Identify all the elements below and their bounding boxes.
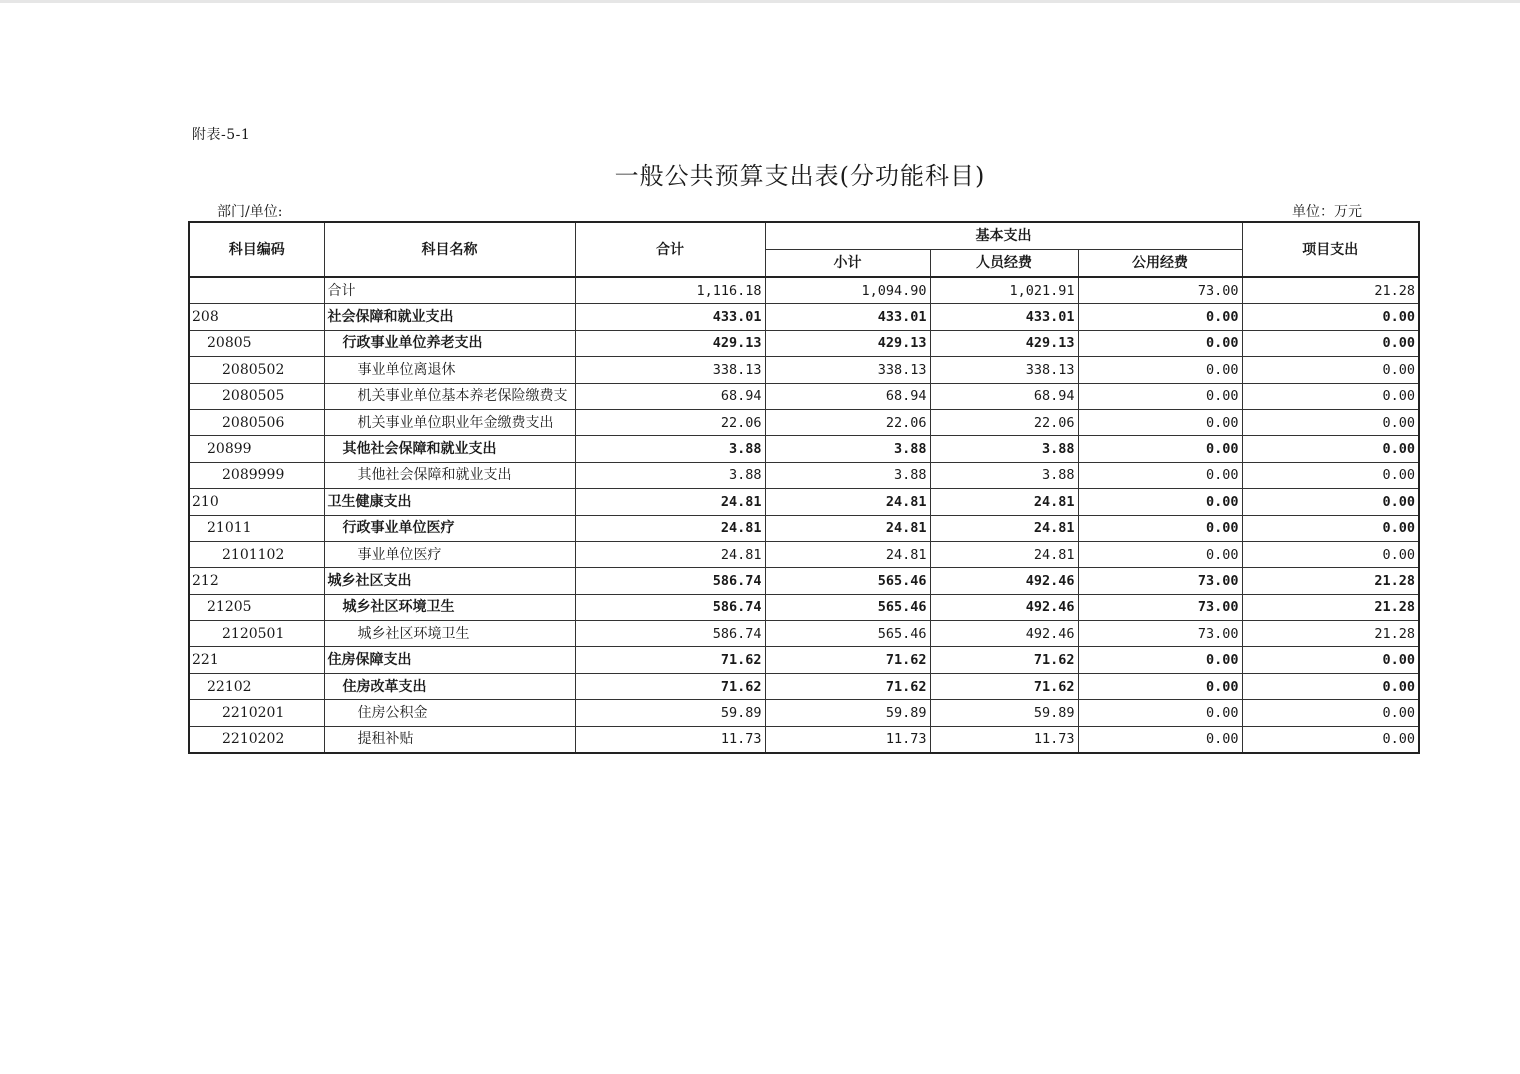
cell-personnel: 433.01 <box>930 304 1078 330</box>
cell-public: 73.00 <box>1078 568 1242 594</box>
table-row <box>189 277 1419 304</box>
cell-personnel: 3.88 <box>930 462 1078 488</box>
cell-subtotal: 3.88 <box>765 436 930 462</box>
cell-code: 208 <box>189 304 324 330</box>
cell-total: 338.13 <box>575 357 765 383</box>
cell-name: 城乡社区环境卫生 <box>324 594 575 620</box>
cell-name: 机关事业单位基本养老保险缴费支 <box>324 383 575 409</box>
header-name: 科目名称 <box>324 222 575 277</box>
cell-project: 0.00 <box>1242 409 1419 435</box>
cell-public: 0.00 <box>1078 330 1242 356</box>
table-row <box>189 621 1419 647</box>
cell-public: 73.00 <box>1078 594 1242 620</box>
cell-project: 0.00 <box>1242 673 1419 699</box>
cell-personnel: 68.94 <box>930 383 1078 409</box>
cell-subtotal: 3.88 <box>765 462 930 488</box>
cell-public: 0.00 <box>1078 541 1242 567</box>
cell-total: 3.88 <box>575 462 765 488</box>
table-row <box>189 594 1419 620</box>
cell-project: 0.00 <box>1242 700 1419 726</box>
cell-code: 2210201 <box>189 700 324 726</box>
cell-code: 2080506 <box>189 409 324 435</box>
cell-personnel: 24.81 <box>930 515 1078 541</box>
page-top-edge <box>0 0 1520 3</box>
cell-total: 586.74 <box>575 594 765 620</box>
cell-total: 1,116.18 <box>575 277 765 304</box>
cell-public: 0.00 <box>1078 462 1242 488</box>
cell-personnel: 71.62 <box>930 647 1078 673</box>
cell-public: 0.00 <box>1078 409 1242 435</box>
cell-project: 0.00 <box>1242 383 1419 409</box>
cell-name: 事业单位离退休 <box>324 357 575 383</box>
cell-public: 73.00 <box>1078 621 1242 647</box>
cell-personnel: 71.62 <box>930 673 1078 699</box>
cell-personnel: 429.13 <box>930 330 1078 356</box>
cell-project: 0.00 <box>1242 436 1419 462</box>
header-basic: 基本支出 <box>765 222 1242 250</box>
cell-name: 提租补贴 <box>324 726 575 753</box>
cell-name: 卫生健康支出 <box>324 489 575 515</box>
cell-code: 21205 <box>189 594 324 620</box>
cell-public: 0.00 <box>1078 673 1242 699</box>
cell-project: 21.28 <box>1242 568 1419 594</box>
cell-total: 433.01 <box>575 304 765 330</box>
cell-project: 0.00 <box>1242 304 1419 330</box>
cell-project: 21.28 <box>1242 277 1419 304</box>
table-row <box>189 304 1419 330</box>
cell-public: 0.00 <box>1078 647 1242 673</box>
cell-name: 住房公积金 <box>324 700 575 726</box>
cell-total: 24.81 <box>575 489 765 515</box>
cell-personnel: 3.88 <box>930 436 1078 462</box>
cell-total: 24.81 <box>575 515 765 541</box>
cell-personnel: 492.46 <box>930 594 1078 620</box>
cell-code: 2101102 <box>189 541 324 567</box>
cell-subtotal: 565.46 <box>765 621 930 647</box>
table-row <box>189 409 1419 435</box>
annex-label: 附表-5-1 <box>192 127 251 143</box>
cell-subtotal: 565.46 <box>765 568 930 594</box>
cell-public: 0.00 <box>1078 726 1242 753</box>
cell-name: 住房保障支出 <box>324 647 575 673</box>
cell-code: 2080505 <box>189 383 324 409</box>
table-row <box>189 383 1419 409</box>
cell-code <box>189 277 324 304</box>
cell-total: 71.62 <box>575 647 765 673</box>
cell-public: 0.00 <box>1078 489 1242 515</box>
page-title: 一般公共预算支出表(分功能科目) <box>614 162 986 190</box>
cell-personnel: 338.13 <box>930 357 1078 383</box>
cell-subtotal: 22.06 <box>765 409 930 435</box>
cell-project: 0.00 <box>1242 515 1419 541</box>
table-row <box>189 568 1419 594</box>
cell-subtotal: 338.13 <box>765 357 930 383</box>
cell-personnel: 1,021.91 <box>930 277 1078 304</box>
cell-project: 0.00 <box>1242 726 1419 753</box>
cell-name: 行政事业单位养老支出 <box>324 330 575 356</box>
cell-total: 11.73 <box>575 726 765 753</box>
cell-code: 20805 <box>189 330 324 356</box>
cell-subtotal: 11.73 <box>765 726 930 753</box>
cell-total: 586.74 <box>575 621 765 647</box>
cell-subtotal: 1,094.90 <box>765 277 930 304</box>
cell-code: 2210202 <box>189 726 324 753</box>
cell-personnel: 492.46 <box>930 621 1078 647</box>
table-row <box>189 726 1419 753</box>
table-row <box>189 436 1419 462</box>
cell-name: 城乡社区支出 <box>324 568 575 594</box>
cell-total: 59.89 <box>575 700 765 726</box>
header-personnel: 人员经费 <box>930 250 1078 278</box>
cell-project: 21.28 <box>1242 594 1419 620</box>
cell-public: 0.00 <box>1078 357 1242 383</box>
cell-code: 212 <box>189 568 324 594</box>
cell-personnel: 24.81 <box>930 541 1078 567</box>
cell-total: 71.62 <box>575 673 765 699</box>
cell-project: 0.00 <box>1242 647 1419 673</box>
cell-total: 68.94 <box>575 383 765 409</box>
cell-code: 2089999 <box>189 462 324 488</box>
cell-subtotal: 24.81 <box>765 489 930 515</box>
cell-subtotal: 565.46 <box>765 594 930 620</box>
cell-name: 事业单位医疗 <box>324 541 575 567</box>
cell-public: 0.00 <box>1078 304 1242 330</box>
cell-name: 其他社会保障和就业支出 <box>324 462 575 488</box>
cell-name: 社会保障和就业支出 <box>324 304 575 330</box>
cell-personnel: 11.73 <box>930 726 1078 753</box>
cell-personnel: 24.81 <box>930 489 1078 515</box>
cell-public: 0.00 <box>1078 700 1242 726</box>
cell-project: 21.28 <box>1242 621 1419 647</box>
cell-name: 其他社会保障和就业支出 <box>324 436 575 462</box>
cell-code: 2080502 <box>189 357 324 383</box>
table-row <box>189 647 1419 673</box>
cell-subtotal: 71.62 <box>765 647 930 673</box>
cell-public: 0.00 <box>1078 515 1242 541</box>
table-row <box>189 700 1419 726</box>
cell-code: 21011 <box>189 515 324 541</box>
cell-code: 2120501 <box>189 621 324 647</box>
cell-subtotal: 433.01 <box>765 304 930 330</box>
header-code: 科目编码 <box>189 222 324 277</box>
table-row <box>189 489 1419 515</box>
table-row <box>189 673 1419 699</box>
header-project: 项目支出 <box>1242 222 1419 277</box>
unit-label: 单位：万元 <box>1292 204 1362 220</box>
cell-code: 20899 <box>189 436 324 462</box>
cell-project: 0.00 <box>1242 357 1419 383</box>
cell-project: 0.00 <box>1242 330 1419 356</box>
cell-project: 0.00 <box>1242 541 1419 567</box>
cell-code: 210 <box>189 489 324 515</box>
cell-name: 机关事业单位职业年金缴费支出 <box>324 409 575 435</box>
budget-table <box>188 221 1420 754</box>
header-public: 公用经费 <box>1078 250 1242 278</box>
cell-personnel: 59.89 <box>930 700 1078 726</box>
cell-project: 0.00 <box>1242 462 1419 488</box>
cell-total: 3.88 <box>575 436 765 462</box>
table-row <box>189 515 1419 541</box>
cell-public: 73.00 <box>1078 277 1242 304</box>
cell-total: 586.74 <box>575 568 765 594</box>
cell-total: 24.81 <box>575 541 765 567</box>
cell-subtotal: 59.89 <box>765 700 930 726</box>
department-label: 部门/单位: <box>217 204 283 220</box>
cell-subtotal: 24.81 <box>765 541 930 567</box>
cell-personnel: 492.46 <box>930 568 1078 594</box>
cell-total: 22.06 <box>575 409 765 435</box>
cell-subtotal: 24.81 <box>765 515 930 541</box>
table-row <box>189 462 1419 488</box>
cell-subtotal: 429.13 <box>765 330 930 356</box>
cell-project: 0.00 <box>1242 489 1419 515</box>
header-subtotal: 小计 <box>765 250 930 278</box>
cell-name: 行政事业单位医疗 <box>324 515 575 541</box>
cell-code: 22102 <box>189 673 324 699</box>
table-row <box>189 357 1419 383</box>
table-row <box>189 330 1419 356</box>
cell-subtotal: 71.62 <box>765 673 930 699</box>
header-total: 合计 <box>575 222 765 277</box>
cell-public: 0.00 <box>1078 436 1242 462</box>
cell-total: 429.13 <box>575 330 765 356</box>
cell-name: 合计 <box>324 277 575 304</box>
cell-code: 221 <box>189 647 324 673</box>
cell-personnel: 22.06 <box>930 409 1078 435</box>
cell-name: 城乡社区环境卫生 <box>324 621 575 647</box>
table-row <box>189 541 1419 567</box>
cell-subtotal: 68.94 <box>765 383 930 409</box>
cell-name: 住房改革支出 <box>324 673 575 699</box>
cell-public: 0.00 <box>1078 383 1242 409</box>
